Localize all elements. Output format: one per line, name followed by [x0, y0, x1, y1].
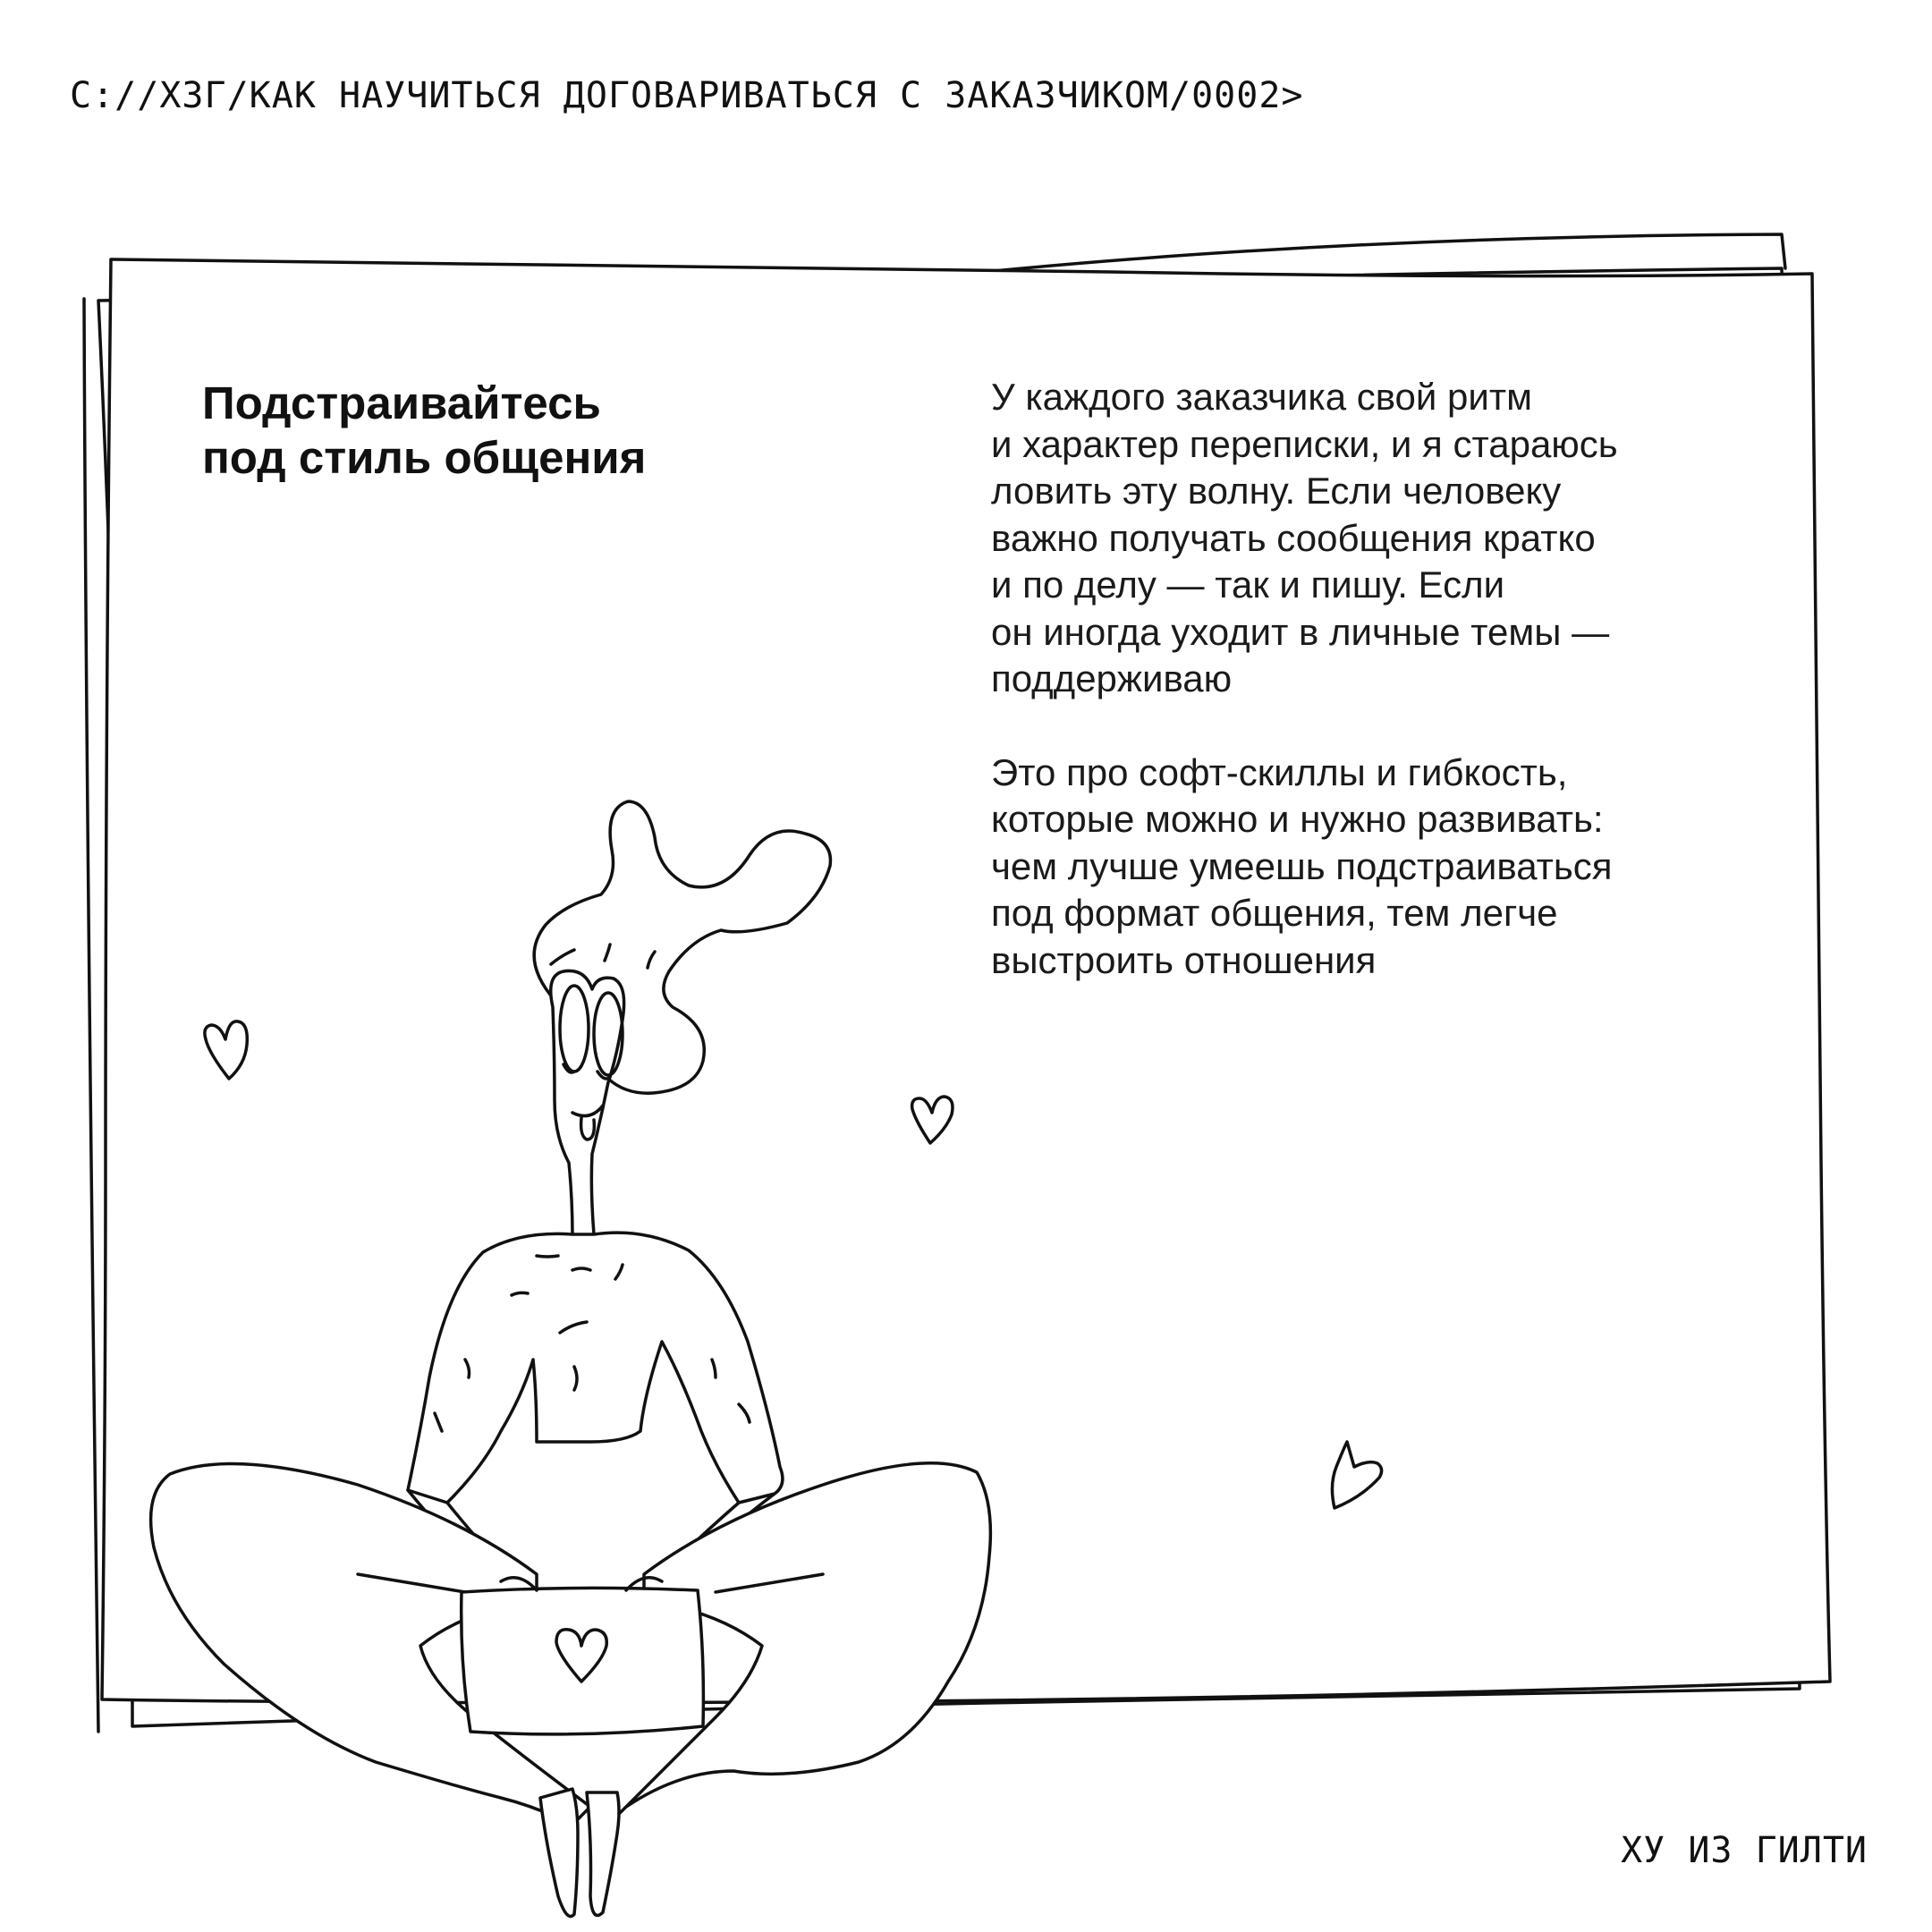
body-paragraph: У каждого заказчика свой ритм и характер переписки, и я стараюсь ловить эту волну. Если человеку важно получать сообщения кратко и по делу — так и пишу. Если он иногда уходит в личные темы — поддерживаю [991, 376, 1618, 699]
person-foot-left [540, 1789, 578, 1917]
section-title: Подстраивайтесь под стиль общения [202, 377, 647, 483]
person-foot-right [587, 1792, 619, 1915]
middle-paper-sheet-top [966, 234, 1785, 274]
torso-stroke [572, 1268, 590, 1270]
body-text [991, 374, 1778, 984]
body-paragraph: Это про софт-скиллы и гибкость, которые можно и нужно развивать: чем лучше умеешь подстраиваться под формат общения, тем легче выстроить отношения [991, 750, 1613, 981]
laptop-icon [462, 1588, 704, 1733]
torso-stroke [537, 1256, 558, 1257]
middle-paper-sheet [84, 299, 98, 1732]
brand-signature: ХУ ИЗ ГИЛТИ [1621, 1830, 1868, 1871]
breadcrumb-path: C://ХЗГ/КАК НАУЧИТЬСЯ ДОГОВАРИВАТЬСЯ С ЗАКАЗЧИКОМ/0002> [70, 75, 1304, 116]
